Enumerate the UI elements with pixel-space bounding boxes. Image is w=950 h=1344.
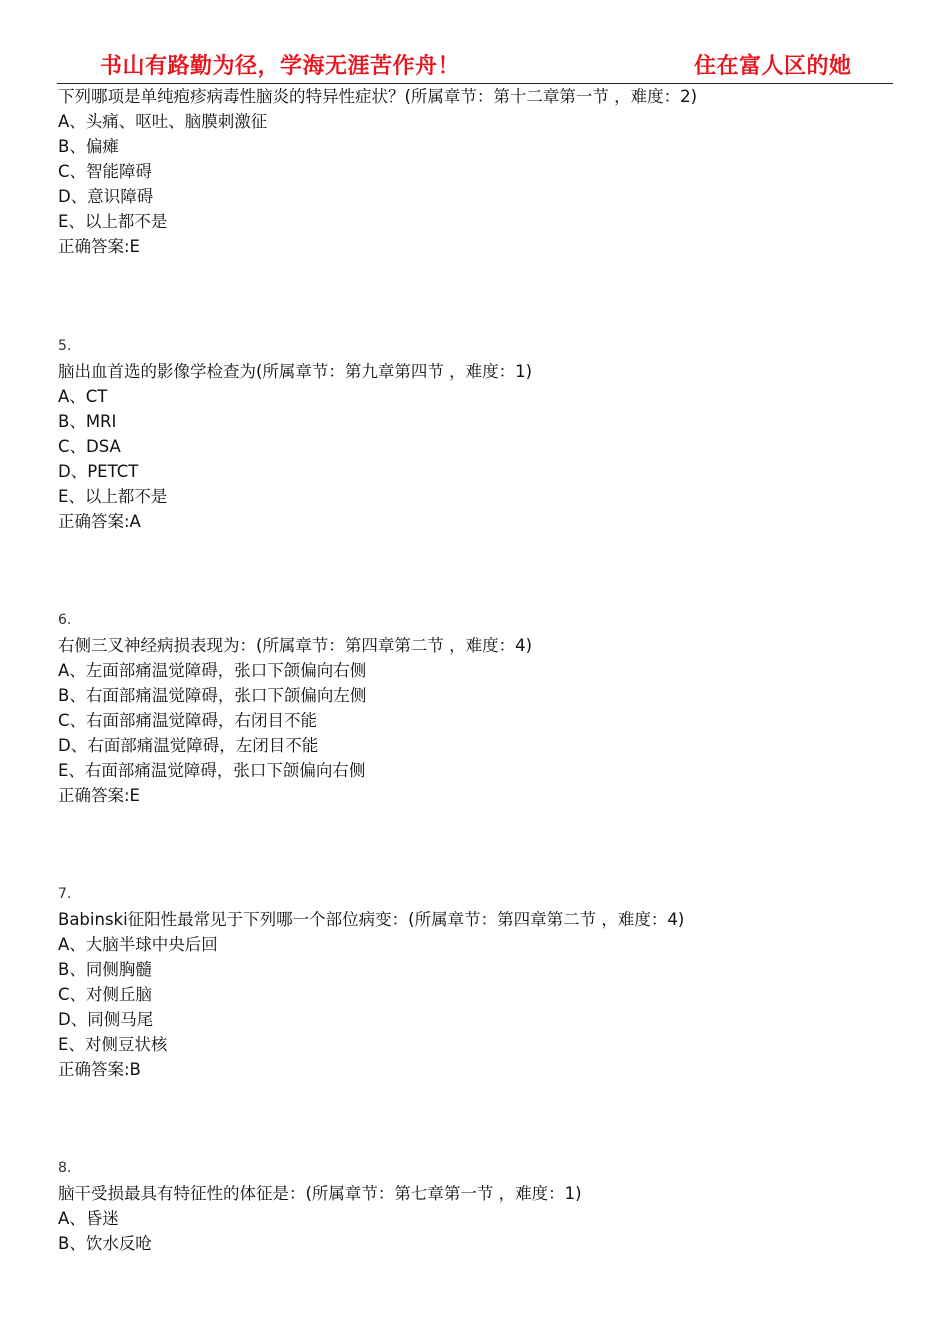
question-number: 8.	[58, 1160, 72, 1176]
option-a: A、左面部痛温觉障碍，张口下颌偏向右侧	[58, 661, 367, 680]
option-b: B、右面部痛温觉障碍，张口下颌偏向左侧	[58, 686, 367, 705]
option-d: D、意识障碍	[58, 187, 154, 206]
option-d: D、同侧马尾	[58, 1010, 154, 1029]
question-stem: 下列哪项是单纯疱疹病毒性脑炎的特异性症状？(所属章节：第十二章第一节 ，难度：2)	[58, 87, 698, 106]
option-b: B、MRI	[58, 412, 117, 431]
question-number: 7.	[58, 886, 72, 902]
question-list	[58, 84, 898, 1256]
question-5	[58, 334, 898, 534]
option-e: E、对侧豆状核	[58, 1035, 168, 1054]
correct-answer: 正确答案:E	[58, 786, 140, 805]
option-e: E、右面部痛温觉障碍，张口下颌偏向右侧	[58, 761, 366, 780]
option-b: B、同侧胸髓	[58, 960, 152, 979]
question-4	[58, 84, 898, 259]
page-header	[0, 0, 950, 84]
option-c: C、智能障碍	[58, 162, 153, 181]
option-a: A、昏迷	[58, 1209, 119, 1228]
option-b: B、饮水反呛	[58, 1234, 152, 1253]
option-c: C、对侧丘脑	[58, 985, 153, 1004]
option-c: C、右面部痛温觉障碍，右闭目不能	[58, 711, 318, 730]
correct-answer: 正确答案:B	[58, 1060, 141, 1079]
question-stem: 右侧三叉神经病损表现为：(所属章节：第四章第二节 ，难度：4)	[58, 636, 533, 655]
option-a: A、CT	[58, 387, 108, 406]
question-number: 6.	[58, 612, 72, 628]
correct-answer: 正确答案:E	[58, 237, 140, 256]
question-number: 5.	[58, 338, 72, 354]
option-d: D、右面部痛温觉障碍，左闭目不能	[58, 736, 319, 755]
option-e: E、以上都不是	[58, 212, 168, 231]
question-8	[58, 1156, 898, 1256]
option-b: B、偏瘫	[58, 137, 119, 156]
header-slogan: 书山有路勤为径，学海无涯苦作舟！	[100, 53, 461, 79]
correct-answer: 正确答案:A	[58, 512, 141, 531]
question-6	[58, 608, 898, 808]
question-7	[58, 882, 898, 1082]
option-d: D、PETCT	[58, 462, 139, 481]
header-author: 住在富人区的她	[694, 53, 852, 79]
question-stem: Babinski征阳性最常见于下列哪一个部位病变：(所属章节：第四章第二节 ，难度：4)	[58, 910, 685, 929]
option-a: A、大脑半球中央后回	[58, 935, 218, 954]
option-c: C、DSA	[58, 437, 121, 456]
question-stem: 脑干受损最具有特征性的体征是：(所属章节：第七章第一节 ，难度：1)	[58, 1184, 582, 1203]
option-e: E、以上都不是	[58, 487, 168, 506]
option-a: A、头痛、呕吐、脑膜刺激征	[58, 112, 268, 131]
question-stem: 脑出血首选的影像学检查为(所属章节：第九章第四节 ，难度：1)	[58, 362, 533, 381]
